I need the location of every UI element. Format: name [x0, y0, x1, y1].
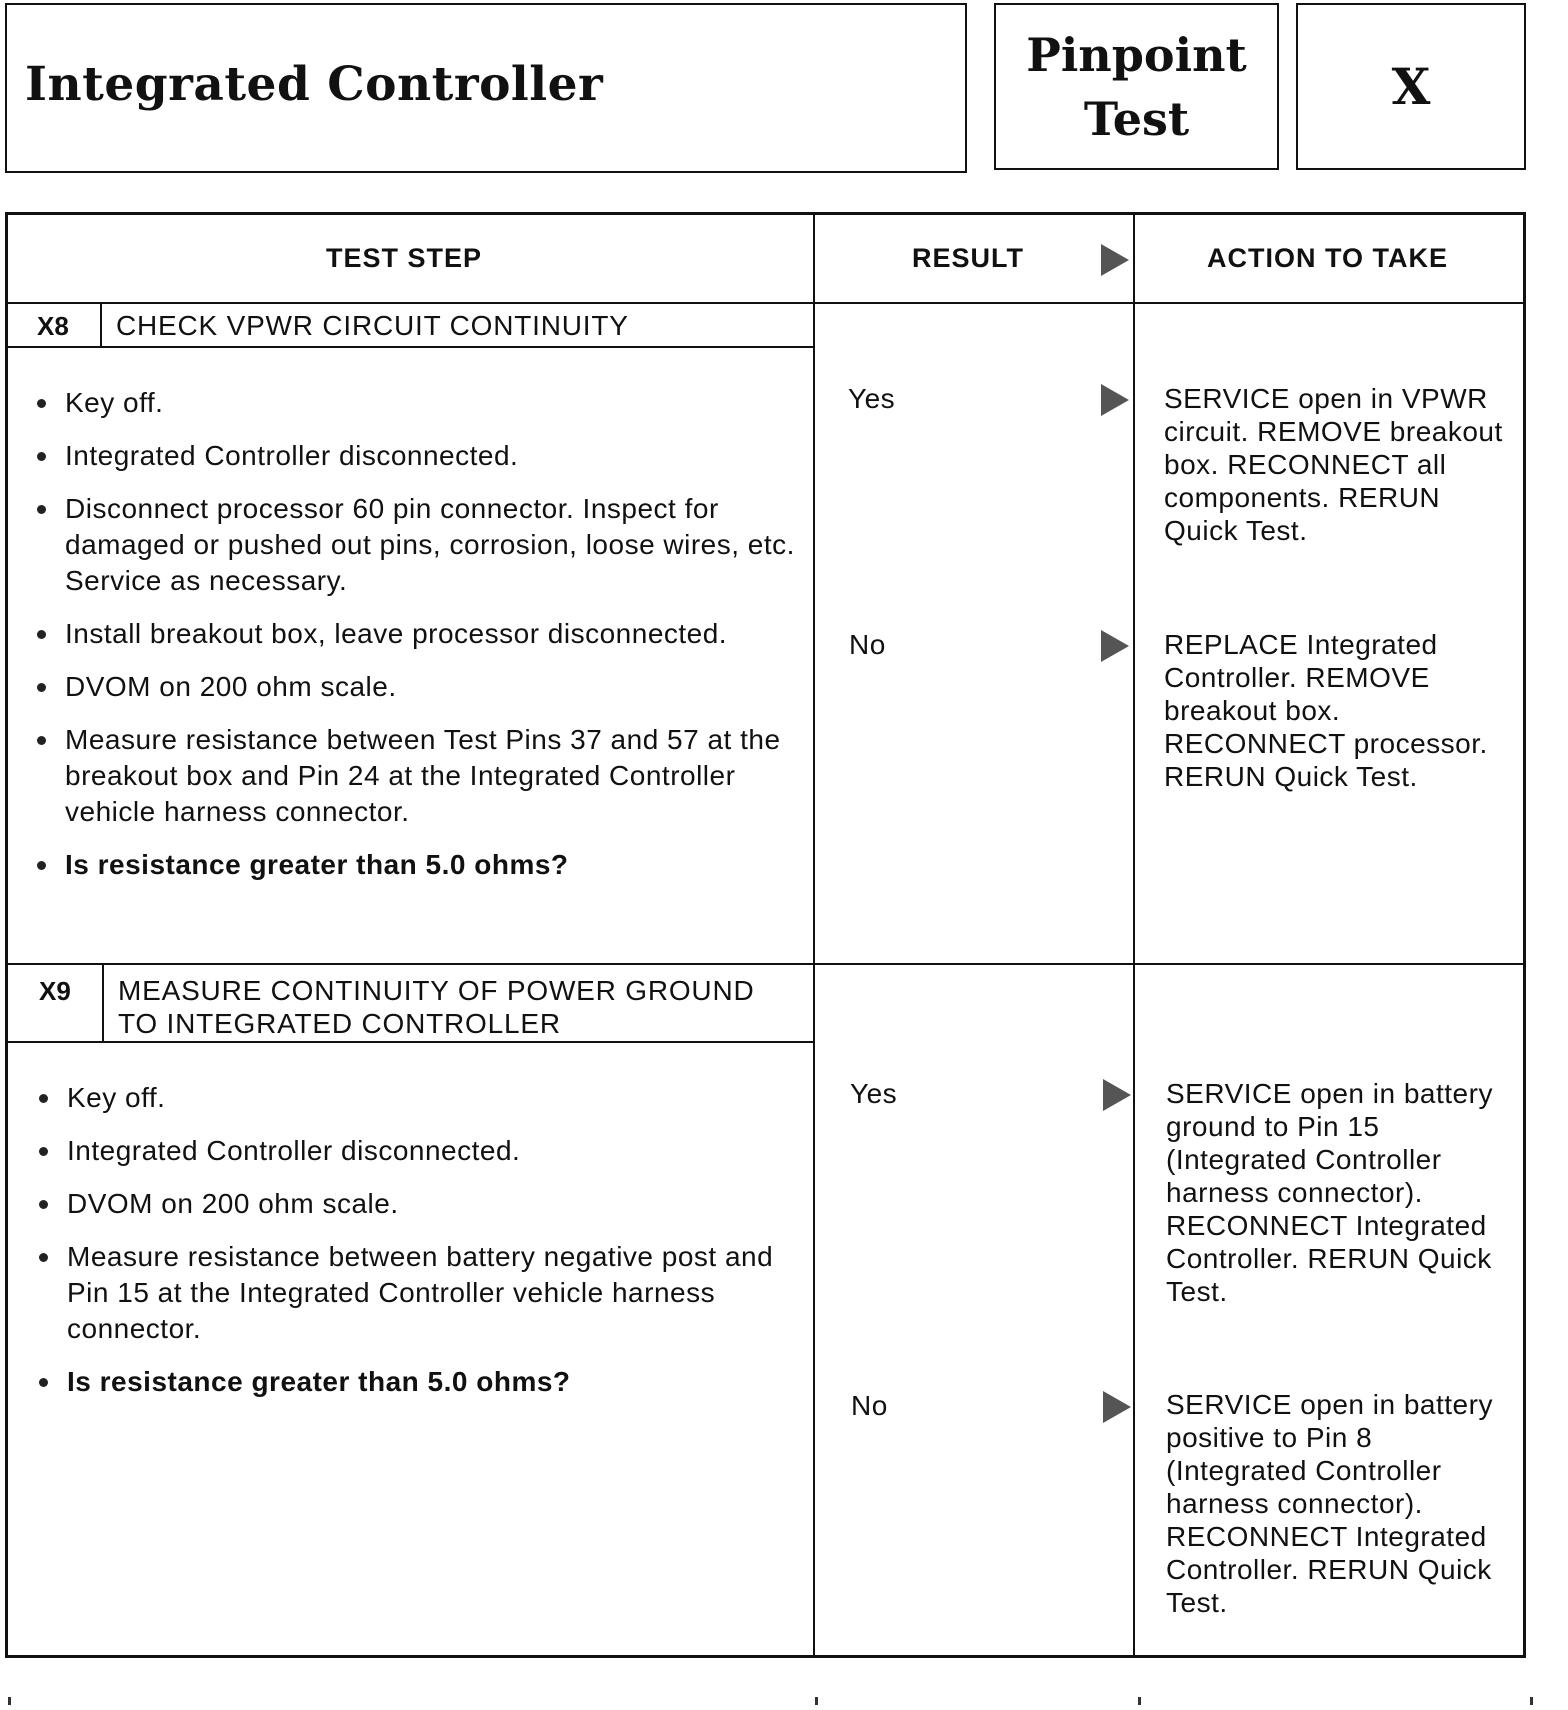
list-item: Install breakout box, leave processor disconnected. [37, 616, 807, 652]
arrow-icon [1101, 244, 1129, 276]
action-x9-no: SERVICE open in battery positive to Pin 8 (Integrated Controller harness connector). RECONNECT Integrated Controller. RERUN Quick Test. [1166, 1389, 1493, 1618]
list-item: Disconnect processor 60 pin connector. Inspect for damaged or pushed out pins, corrosion, loose wires, etc. Service as necessary. [37, 491, 807, 599]
step-x9-instructions [39, 1080, 809, 1417]
step-title-x8: CHECK VPWR CIRCUIT CONTINUITY [116, 310, 629, 341]
action-x9-yes: SERVICE open in battery ground to Pin 15 (Integrated Controller harness connector). RECONNECT Integrated Controller. RERUN Quick Test. [1166, 1078, 1493, 1307]
column-header-test-step: TEST STEP [326, 243, 483, 273]
list-item: Integrated Controller disconnected. [37, 438, 807, 474]
list-item: Key off. [37, 385, 807, 421]
column-divider [1133, 215, 1135, 1655]
pinpoint-test-table [5, 212, 1526, 1658]
action-x8-yes: SERVICE open in VPWR circuit. REMOVE breakout box. RECONNECT all components. RERUN Quick Test. [1164, 383, 1503, 546]
column-header-action: ACTION TO TAKE [1207, 243, 1448, 273]
list-item: DVOM on 200 ohm scale. [39, 1186, 809, 1222]
title-box [5, 3, 967, 173]
result-yes: Yes [850, 1078, 898, 1109]
result-yes: Yes [848, 383, 896, 414]
page-tick-mark [815, 1697, 818, 1705]
step-divider [8, 963, 1523, 965]
list-item: Integrated Controller disconnected. [39, 1133, 809, 1169]
step-id-divider [100, 302, 102, 346]
column-header-result: RESULT [912, 243, 1024, 273]
page-tick-mark [8, 1697, 11, 1705]
step-title-x9-line1: MEASURE CONTINUITY OF POWER GROUND [118, 975, 755, 1006]
column-divider [813, 215, 815, 1655]
test-letter-box [1296, 3, 1526, 170]
step-id-x9: X9 [39, 976, 71, 1006]
step-question: Is resistance greater than 5.0 ohms? [37, 847, 807, 883]
list-item: Measure resistance between Test Pins 37 and 57 at the breakout box and Pin 24 at the Integrated Controller vehicle harness connector. [37, 722, 807, 830]
arrow-icon [1103, 1391, 1131, 1423]
list-item: DVOM on 200 ohm scale. [37, 669, 807, 705]
result-no: No [849, 629, 886, 660]
action-x8-no: REPLACE Integrated Controller. REMOVE breakout box. RECONNECT processor. RERUN Quick Test. [1164, 629, 1488, 792]
arrow-icon [1101, 630, 1129, 662]
step-id-x8: X8 [37, 311, 69, 341]
arrow-icon [1101, 384, 1129, 416]
step-title-underline [8, 346, 813, 348]
arrow-icon [1103, 1079, 1131, 1111]
step-id-divider [102, 963, 104, 1041]
step-question: Is resistance greater than 5.0 ohms? [39, 1364, 809, 1400]
document-title: Integrated Controller [25, 57, 604, 112]
step-title-underline [8, 1041, 813, 1043]
header-divider [8, 302, 1523, 304]
step-title-x9-line2: TO INTEGRATED CONTROLLER [118, 1008, 561, 1039]
pinpoint-label: Pinpoint [1026, 27, 1247, 82]
page-tick-mark [1138, 1697, 1141, 1705]
step-x8-instructions [37, 385, 807, 900]
test-letter: X [1391, 57, 1431, 116]
pinpoint-test-box [994, 3, 1279, 170]
test-label: Test [1083, 91, 1190, 146]
page-tick-mark [1530, 1697, 1533, 1705]
result-no: No [851, 1390, 888, 1421]
list-item: Measure resistance between battery negative post and Pin 15 at the Integrated Controller vehicle harness connector. [39, 1239, 809, 1347]
list-item: Key off. [39, 1080, 809, 1116]
